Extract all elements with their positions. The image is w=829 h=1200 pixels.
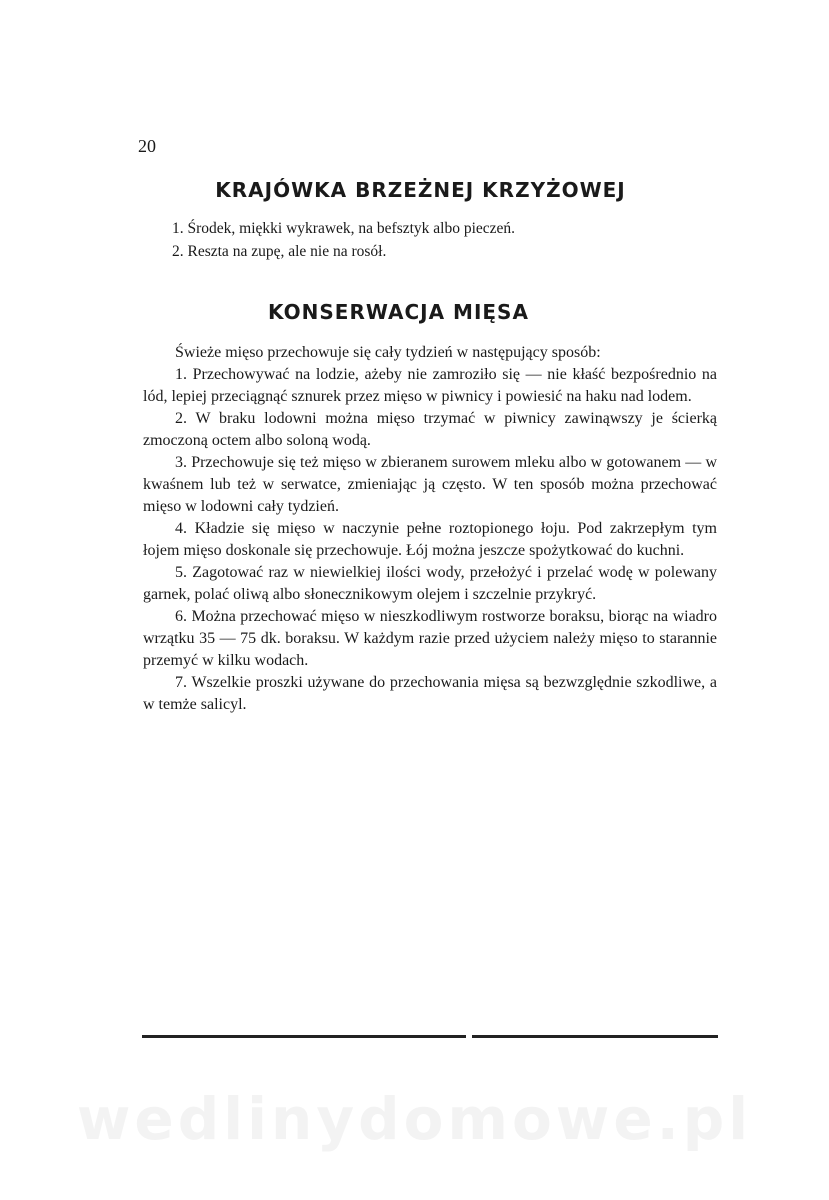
paragraph: 7. Wszelkie proszki używane do przechowania mięsa są bezwzględnie szkodliwe, a w temże salicyl. [143, 674, 717, 713]
section-body [143, 342, 717, 716]
paragraph: 4. Kładzie się mięso w naczynie pełne roztopionego łoju. Pod zakrzepłym tym łojem mięso doskonale się przechowuje. Łój można jeszcze spożytkować do kuchni. [143, 520, 717, 559]
paragraph: 5. Zagotować raz w niewielkiej ilości wody, przełożyć i przelać wodę w polewany garnek, polać oliwą albo słonecznikowym olejem i szczelnie przykryć. [143, 564, 717, 603]
footer-rule-left [142, 1035, 466, 1038]
footer-rule-right [472, 1035, 718, 1038]
paragraph: 2. W braku lodowni można mięso trzymać w piwnicy zawinąwszy je ścierką zmoczoną octem albo soloną wodą. [143, 410, 717, 449]
paragraph: 1. Przechowywać na lodzie, ażeby nie zamroziło się — nie kłaść bezpośrednio na lód, lepiej przeciągnąć sznurek przez mięso w piwnicy i powiesić na haku nad lodem. [143, 366, 717, 405]
list-item: 2. Reszta na zupę, ale nie na rosół. [172, 243, 387, 260]
watermark: wedlinydomowe.pl [76, 1085, 753, 1153]
paragraph: 6. Można przechować mięso w nieszkodliwym rostworze boraksu, biorąc na wiadro wrzątku 35 — 75 dk. boraksu. W każdym razie przed użyciem należy mięso to starannie przemyć w kilku wodach. [143, 608, 717, 669]
page-number: 20 [138, 136, 156, 156]
paragraph: 3. Przechowuje się też mięso w zbieranem surowem mleku albo w gotowanem — w kwaśnem lub też w serwatce, zmieniając ją często. W ten sposób można przechować mięso w lodowni cały tydzień. [143, 454, 717, 515]
intro-paragraph: Świeże mięso przechowuje się cały tydzień w następujący sposób: [175, 344, 601, 361]
section-title-krajowka: KRAJÓWKA BRZEŻNEJ KRZYŻOWEJ [215, 178, 626, 202]
list-item: 1. Środek, miękki wykrawek, na befsztyk albo pieczeń. [172, 220, 516, 237]
section-title-konserwacja: KONSERWACJA MIĘSA [268, 300, 529, 324]
